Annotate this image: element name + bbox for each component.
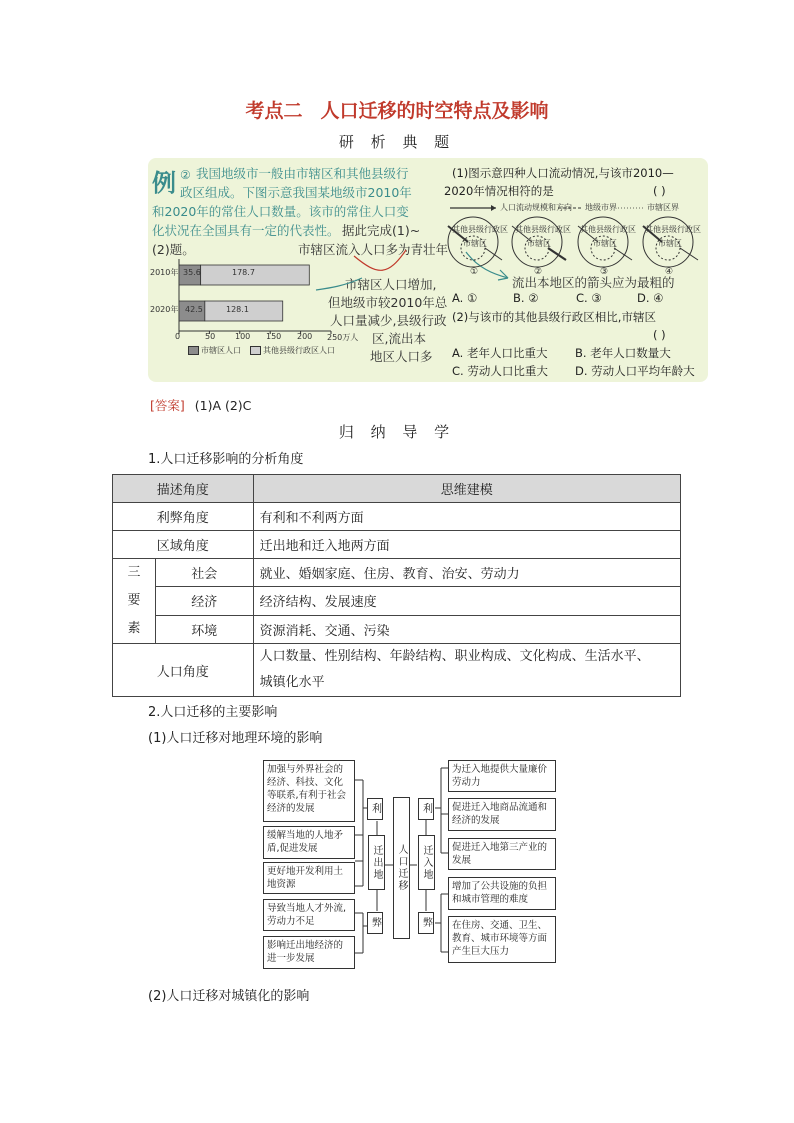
- population-model-line-2: 城镇化水平: [259, 675, 325, 690]
- table-cell-economy-model: 经济结构、发展速度: [253, 587, 680, 615]
- flow2-label-county: 其他县级行政区: [515, 225, 571, 234]
- q2-option-a: A. 老年人口比重大: [452, 346, 548, 360]
- flow4-label-city: 市辖区: [658, 239, 682, 248]
- flow-legend-1: 人口流动规模和方向: [500, 203, 572, 212]
- flow-num-2: ②: [534, 267, 543, 277]
- left-box-3: 更好地开发利用土地资源: [263, 862, 355, 894]
- example-stem-line-1: 我国地级市一般由市辖区和其他县级行: [196, 166, 409, 181]
- bar-label-2020-county: 128.1: [226, 305, 249, 314]
- table-cell-society-model: 就业、婚姻家庭、住房、教育、治安、劳动力: [253, 559, 680, 587]
- heading-main-impact: 2.人口迁移的主要影响: [148, 705, 278, 720]
- legend-city: 市辖区人口: [201, 346, 241, 355]
- flow3-label-city: 市辖区: [593, 239, 617, 248]
- table-cell-region-model: 迁出地和迁入地两方面: [253, 531, 680, 559]
- title-part-b: 人口迁移的时空特点及影响: [320, 100, 549, 122]
- page-title: [0, 96, 794, 123]
- q1-paren: ( ): [653, 184, 666, 198]
- q2-line: (2)与该市的其他县级行政区相比,市辖区: [452, 310, 656, 324]
- x-tick-50: 50: [205, 332, 216, 341]
- section-heading-1: 研 析 典 题: [338, 133, 456, 151]
- analysis-table: [112, 474, 681, 697]
- three-char-2: 要: [127, 593, 141, 608]
- table-cell-environment-model: 资源消耗、交通、污染: [253, 615, 680, 643]
- y-label-2020: 2020年: [150, 305, 179, 314]
- table-cell-region-angle: 区域角度: [113, 531, 254, 559]
- legend-swatch-city: [188, 346, 199, 355]
- y-label-2010: 2010年: [150, 268, 179, 277]
- bar-label-2010-county: 178.7: [232, 268, 255, 277]
- three-char-1: 三: [127, 565, 141, 580]
- right-box-3: 促进迁入地第三产业的发展: [448, 838, 556, 870]
- answer-label: [答案]: [150, 398, 185, 413]
- answer-text: (1)A (2)C: [194, 398, 252, 413]
- in-place-box: 迁入地: [418, 835, 435, 890]
- title-part-a: 考点二: [245, 100, 303, 122]
- section-heading-2: 归 纳 导 学: [338, 423, 456, 441]
- table-cell-benefit-angle: 利弊角度: [113, 503, 254, 531]
- example-label: 例: [152, 168, 176, 197]
- example-stem-line-3: 和2020年的常住人口数量。该市的常住人口变: [152, 204, 409, 219]
- note-line-4: 区,流出本: [372, 331, 426, 346]
- table-cell-society: 社会: [156, 559, 254, 587]
- bar-county-2010年: [201, 265, 310, 285]
- in-harm-box: 弊: [418, 912, 434, 934]
- note-line-5: 地区人口多: [370, 349, 433, 364]
- table-cell-population-angle: 人口角度: [113, 644, 254, 697]
- q2-option-d: D. 劳动人口平均年龄大: [575, 364, 695, 378]
- heading-urbanization-impact: (2)人口迁移对城镇化的影响: [148, 989, 310, 1004]
- table-cell-environment: 环境: [156, 615, 254, 643]
- out-benefit-box: 利: [367, 798, 383, 820]
- flow3-label-county: 其他县级行政区: [580, 225, 636, 234]
- flow1-label-city: 市辖区: [463, 239, 487, 248]
- note-young-inflow: 市辖区流入人口多为青壮年: [298, 242, 449, 257]
- left-box-5: 影响迁出地经济的进一步发展: [263, 936, 355, 969]
- out-harm-box: 弊: [367, 912, 383, 934]
- q2-paren: ( ): [653, 328, 666, 342]
- example-stem-line-5: (2)题。: [152, 242, 195, 257]
- note-line-1: 市辖区人口增加,: [345, 277, 437, 292]
- note-line-2: 但地级市较2010年总: [328, 295, 448, 310]
- left-box-2: 缓解当地的人地矛盾,促进发展: [263, 826, 355, 859]
- right-box-5: 在住房、交通、卫生、教育、城市环境等方面产生巨大压力: [448, 916, 556, 963]
- table-header-model: 思维建模: [253, 475, 680, 503]
- x-tick-250: 250万人: [327, 333, 359, 342]
- bar-label-2010-city: 35.6: [183, 268, 201, 277]
- q1-option-b: B. ②: [513, 291, 539, 305]
- bar-label-2020-city: 42.5: [185, 305, 203, 314]
- table-cell-benefit-model: 有利和不利两方面: [253, 503, 680, 531]
- legend-county: 其他县级行政区人口: [263, 346, 335, 355]
- legend-swatch-county: [250, 346, 261, 355]
- q1-line-2: 2020年情况相符的是: [444, 184, 554, 198]
- center-box: 人口迁移: [393, 797, 410, 939]
- q2-option-b: B. 老年人口数量大: [575, 346, 671, 360]
- flow-legend-3: 市辖区界: [647, 203, 679, 212]
- example-number: ②: [180, 168, 191, 182]
- flow-num-1: ①: [470, 267, 479, 277]
- flow4-label-county: 其他县级行政区: [645, 225, 701, 234]
- example-stem-line-4: 化状况在全国具有一定的代表性。: [152, 223, 340, 238]
- example-stem-tail: 据此完成(1)~: [342, 223, 421, 238]
- out-place-box: 迁出地: [368, 835, 385, 890]
- right-box-1: 为迁入地提供大量廉价劳动力: [448, 760, 556, 792]
- left-box-4: 导致当地人才外流,劳动力不足: [263, 899, 355, 931]
- x-tick-0: 0: [175, 332, 181, 341]
- flow1-label-county: 其他县级行政区: [452, 225, 508, 234]
- table-cell-three-elements: [113, 559, 156, 644]
- left-box-1: 加强与外界社会的经济、科技、文化等联系,有利于社会经济的发展: [263, 760, 355, 822]
- in-benefit-box: 利: [418, 798, 434, 820]
- q1-option-d: D. ④: [637, 291, 664, 305]
- x-tick-100: 100: [235, 332, 251, 341]
- right-box-4: 增加了公共设施的负担和城市管理的难度: [448, 877, 556, 910]
- right-box-2: 促进迁入地商品流通和经济的发展: [448, 798, 556, 831]
- x-tick-200: 200: [297, 332, 313, 341]
- flow-num-3: ③: [600, 267, 609, 277]
- population-model-line-1: 人口数量、性别结构、年龄结构、职业构成、文化构成、生活水平、: [259, 649, 650, 664]
- table-cell-population-model: [253, 644, 680, 697]
- table-header-angle: 描述角度: [113, 475, 254, 503]
- three-char-3: 素: [127, 621, 141, 636]
- heading-analysis-angle: 1.人口迁移影响的分析角度: [148, 452, 304, 467]
- q1-option-a: A. ①: [452, 291, 478, 305]
- q2-option-c: C. 劳动人口比重大: [452, 364, 548, 378]
- heading-env-impact: (1)人口迁移对地理环境的影响: [148, 731, 323, 746]
- note-arrow-thickest: 流出本地区的箭头应为最粗的: [512, 275, 675, 290]
- flow-legend-2: 地级市界: [585, 203, 617, 212]
- note-line-3: 人口量减少,县级行政: [330, 313, 447, 328]
- example-stem-line-2: 政区组成。下图示意我国某地级市2010年: [180, 185, 412, 200]
- q1-option-c: C. ③: [576, 291, 602, 305]
- table-cell-economy: 经济: [156, 587, 254, 615]
- x-tick-150: 150: [266, 332, 282, 341]
- flow-num-4: ④: [665, 267, 674, 277]
- answer: [150, 396, 251, 414]
- flow2-label-city: 市辖区: [527, 239, 551, 248]
- q1-line-1: (1)图示意四种人口流动情况,与该市2010—: [452, 166, 674, 180]
